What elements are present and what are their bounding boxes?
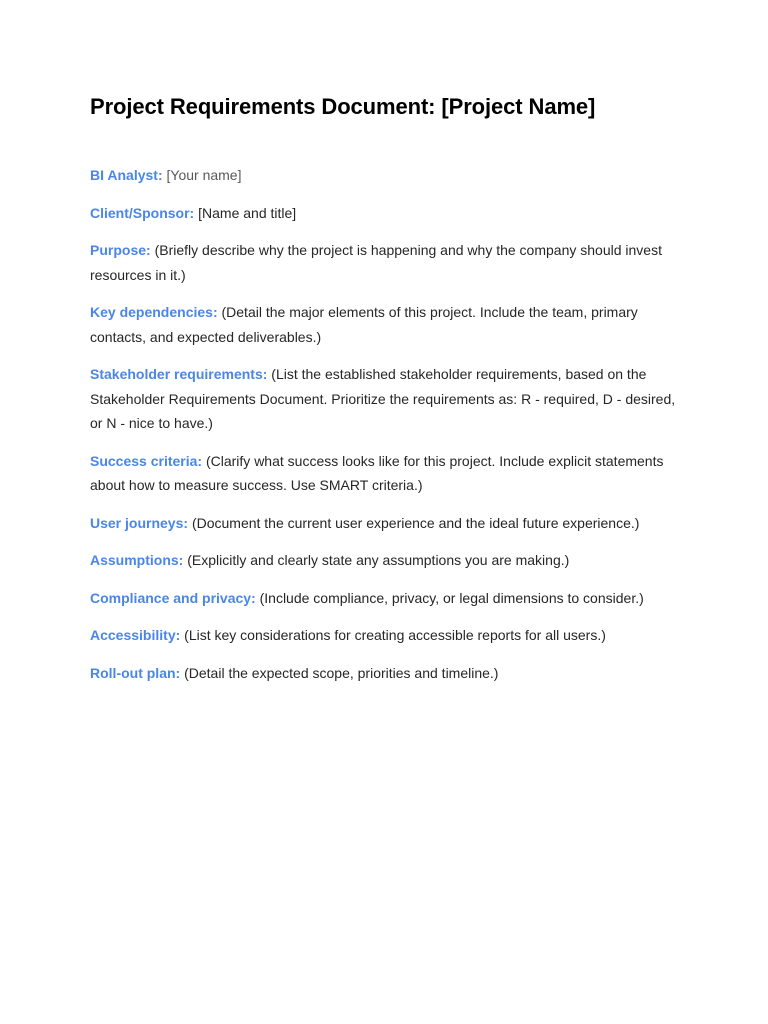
field-stakeholder-requirements bbox=[90, 362, 680, 436]
field-value-assumptions: (Explicitly and clearly state any assumptions you are making.) bbox=[187, 552, 570, 568]
field-assumptions bbox=[90, 548, 680, 573]
field-label-key-dependencies: Key dependencies: bbox=[90, 304, 218, 320]
field-key-dependencies bbox=[90, 300, 680, 349]
field-purpose bbox=[90, 238, 680, 287]
field-label-stakeholder-requirements: Stakeholder requirements: bbox=[90, 366, 268, 382]
field-label-purpose: Purpose: bbox=[90, 242, 151, 258]
field-accessibility bbox=[90, 623, 680, 648]
field-label-roll-out-plan: Roll-out plan: bbox=[90, 664, 181, 681]
field-label-bi-analyst: BI Analyst: bbox=[90, 167, 163, 183]
field-value-purpose: (Briefly describe why the project is happening and why the company should invest resources in it.) bbox=[90, 242, 662, 283]
document-title: Project Requirements Document: [Project Name] bbox=[90, 94, 596, 119]
field-label-user-journeys: User journeys: bbox=[90, 514, 189, 531]
field-label-accessibility: Accessibility: bbox=[90, 627, 181, 643]
field-client-sponsor bbox=[90, 201, 680, 226]
field-label-success-criteria: Success criteria: bbox=[90, 452, 203, 469]
field-value-compliance-and-privacy: (Include compliance, privacy, or legal dimensions to consider.) bbox=[259, 589, 644, 606]
field-compliance-and-privacy bbox=[90, 586, 680, 611]
field-value-key-dependencies: (Detail the major elements of this project. Include the team, primary contacts, and expected deliverables.) bbox=[90, 304, 638, 345]
requirements-fields bbox=[90, 163, 680, 685]
field-label-client-sponsor: Client/Sponsor: bbox=[90, 204, 195, 221]
field-user-journeys bbox=[90, 511, 680, 536]
field-value-accessibility: (List key considerations for creating accessible reports for all users.) bbox=[184, 627, 606, 643]
field-success-criteria bbox=[90, 449, 680, 498]
field-value-bi-analyst: [Your name] bbox=[166, 167, 242, 183]
field-label-compliance-and-privacy: Compliance and privacy: bbox=[90, 589, 256, 606]
field-value-stakeholder-requirements: (List the established stakeholder requirements, based on the Stakeholder Requirements Document. Prioritize the requirements as: R - required, D - desired, or N - nice to have.) bbox=[90, 366, 676, 431]
field-value-roll-out-plan: (Detail the expected scope, priorities and timeline.) bbox=[184, 664, 499, 681]
field-roll-out-plan bbox=[90, 661, 680, 686]
field-value-client-sponsor: [Name and title] bbox=[198, 204, 297, 221]
field-bi-analyst bbox=[90, 163, 680, 188]
field-value-user-journeys: (Document the current user experience and the ideal future experience.) bbox=[191, 514, 640, 531]
document-page bbox=[90, 92, 680, 698]
field-value-success-criteria: (Clarify what success looks like for this project. Include explicit statements about how to measure success. Use SMART criteria.) bbox=[90, 452, 664, 493]
field-label-assumptions: Assumptions: bbox=[90, 552, 184, 568]
